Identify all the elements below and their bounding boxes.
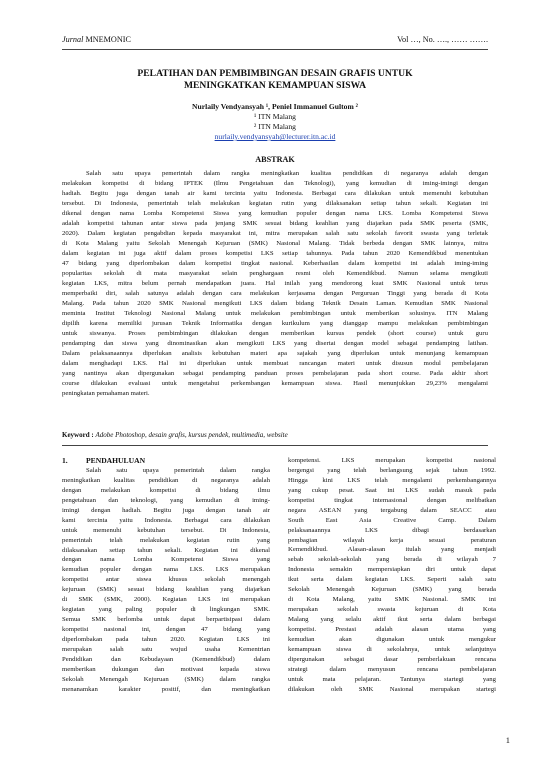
- text-line: Sekolah Menengah Kejuruan (SMK) dalam rangka: [62, 675, 270, 683]
- text-line: kemampuan siswa di sekolahnya, untuk selanjutnya: [288, 645, 496, 653]
- keywords-line: [62, 430, 488, 440]
- text-line: kegiatan LKS, mitra belum pernah mendapatkan juara. Hal inilah yang mendorong kuat SMK Nasional untuk terus: [62, 280, 488, 288]
- text-line: kompetisi nasional ini, dengan 47 bidang yang: [62, 626, 270, 633]
- keywords-text: Adobe Photoshop, desain grafis, kursus pendek, multimedia, website: [95, 431, 288, 439]
- text-line: meminta Institut Teknologi Nasional Malang untuk melakukan pembimbingan untuk memberikan solusinya. ITN Malang: [62, 310, 488, 318]
- text-line: pembagian wilayah kerja sesuai peraturan: [288, 536, 496, 544]
- text-line: negara ASEAN yang tergabung dalam SEACC atau: [288, 506, 496, 514]
- text-line: kompetisi tingkat internasional dengan melibatkan: [288, 496, 496, 504]
- text-line: Semua SMK berlomba untuk dapat berpartisipasi dalam: [62, 616, 270, 624]
- text-line: imingi dengan hadiah. Begitu juga dengan tanah air: [62, 506, 270, 514]
- text-line: kami tercinta yaitu Indonesia. Berbagai cara dilakukan: [62, 516, 270, 524]
- text-line: 47 bidang yang diperlombakan dalam kompetisi tingkat nasional. Keberhasilan dalam kompetisi ini adalah iming-iming: [62, 260, 488, 268]
- text-line: merupakan sekolah swasta kejuruan di Kota: [288, 606, 496, 614]
- paper-title: [80, 68, 470, 92]
- text-line: kompetisi antar siswa khusus sekolah menengah: [62, 576, 270, 584]
- text-line: Indonesia semakin mempersiapkan diri untuk dapat: [288, 566, 496, 574]
- right-column-text: [288, 456, 496, 695]
- text-line: Kemendikbud. Alasan-alasan itulah yang menjadi: [288, 546, 496, 554]
- text-line: bergengsi yang telah berlangsung sejak tahun 1992.: [288, 466, 496, 474]
- affiliation-2: ² ITN Malang: [254, 122, 296, 131]
- text-line: dengan nama Lomba Kompetensi Siswa yang: [62, 556, 270, 564]
- text-line: adalah kompetisi tahunan antar siswa pada jenjang SMK sesuai bidang keahlian yang diajarkan pada SMK peserta (SMK,: [62, 220, 488, 228]
- text-line: strategi dalam menyusun rencana pembelajaran: [288, 665, 496, 673]
- left-column: [62, 456, 270, 695]
- text-line: kemudian populer dengan nama LKS. LKS merupakan: [62, 566, 270, 574]
- right-column: [288, 456, 496, 695]
- text-line: menanamkan karakter positif, dan meningkatkan: [62, 685, 270, 693]
- text-line: kompetisi. Prestasi adalah alasan utama yang: [288, 625, 496, 633]
- text-line: Salah satu upaya pemerintah dalam rangka: [86, 467, 270, 474]
- text-line: untuk mata pelajaran. Tantunya startegi yang: [288, 675, 496, 683]
- volume-info: Vol …, No. …., …… …….: [397, 35, 488, 44]
- text-line: kemudian akan digunakan untuk mengukur: [288, 635, 496, 643]
- keywords-label: Keyword :: [62, 431, 96, 439]
- section-heading: [62, 456, 270, 466]
- text-line: di Kota Malang, yaitu SMK Nasional. SMK ini: [288, 596, 496, 604]
- abstract-body: [62, 169, 488, 399]
- text-line: Pendidikan dan Kebudayaan (Kemendikbud) dalam: [62, 655, 270, 663]
- text-line: diperlombakan pada tahun 2020. Kegiatan LKS ini: [62, 635, 270, 643]
- text-line: memperbaiki diri, salah satunya adalah dengan cara melakukan kerjasama dengan Perguruan Tinggi yang berada di Kota: [62, 290, 488, 298]
- left-column-text: [62, 466, 270, 695]
- author-block: [60, 102, 490, 142]
- text-line: tersebut. Di Indonesia, pemerintah telah melakukan kegiatan rutin yang dilaksanakan setiap tahun sekali. Kegiatan ini: [62, 200, 488, 208]
- text-line: dilakukan oleh SMK Nasional merupakan startegi: [288, 685, 496, 693]
- text-line: di Kota Malang yaitu Sekolah Menengah Kejuruan (SMK) Nasional Malang. Tidak berbeda dengan SMK lainnya, mitra: [62, 240, 488, 248]
- text-line: kompetensi. LKS merupakan kompetisi nasional: [288, 457, 496, 464]
- title-line-2: MENINGKATKAN KEMAMPUAN SISWA: [183, 80, 367, 91]
- journal-italic: Jurnal: [62, 35, 84, 44]
- text-line: pemerintah telah melakukan kegiatan rutin yang: [62, 536, 270, 544]
- text-line: dalam menghadapi LKS. Hal ini diperlukan untuk membuat rancangan materi untuk disusun modul pembelajaran: [62, 360, 488, 368]
- author-email-link[interactable]: nurlaily.vendyansyah@lecturer.itn.ac.id: [214, 132, 336, 141]
- text-line: kejuruan (SMK) sesuai bidang keahlian yang diajarkan: [62, 586, 270, 594]
- section-title: PENDAHULUAN: [86, 456, 146, 465]
- text-line: pelaksanaannya LKS dibagi berdasarkan: [288, 526, 496, 534]
- text-line: Sekolah Menengah Kejuruan (SMK) yang berada: [288, 586, 496, 594]
- text-line: course dilakukan evaluasi untuk mengetahui perkembangan kemampuan siswa. Hasil menunjukkan 29,23% mengalami: [62, 380, 488, 388]
- text-line: untuk siswanya. Proses pembimbingan dilakukan dengan memberikan kursus pendek (short course) untuk guru: [62, 330, 488, 338]
- text-line: yang cukup pesat. Saat ini LKS sudah masuk pada: [288, 486, 496, 494]
- text-line: hadiah. Begitu juga dengan tanah air kami tercinta yaitu Indonesia. Berbagai cara dilakukan untuk memenuhi kebutuhan: [62, 190, 488, 198]
- text-line: ikut serta dalam kegiatan LKS. Seperti salah satu: [288, 576, 496, 584]
- text-line: yang nantinya akan dipergunakan sebagai pendamping panduan proses pembelajaran pada short course. Pada akhir short: [62, 370, 488, 378]
- text-line: dilaksanakan setiap tahun sekali. Kegiatan ini dikenal: [62, 546, 270, 554]
- title-line-1: PELATIHAN DAN PEMBIMBINGAN DESAIN GRAFIS UNTUK: [137, 68, 413, 79]
- text-line: peningkatan pemahaman materi.: [62, 390, 150, 398]
- text-line: di SMK (SMK, 2000). Kegiatan LKS ini merupakan: [62, 596, 270, 604]
- text-line: meningkatkan kualitas pendidikan di negaranya adalah: [62, 476, 270, 484]
- text-line: kegiatan yang paling populer di lingkungan SMK.: [62, 606, 270, 614]
- running-header: [62, 35, 488, 47]
- text-line: memberikan dukungan dan motivasi kepada siswa: [62, 665, 270, 673]
- text-line: Hingga kini LKS telah mengalami perkembangannya: [288, 476, 496, 484]
- text-line: untuk memenuhi kebutuhan tersebut. Di Indonesia,: [62, 526, 270, 534]
- text-line: Dalam pelaksanaannya diperlukan analisis kebutuhan materi apa sajakah yang diperlukan untuk menunjang kemampuan: [62, 350, 488, 358]
- text-line: melakukan kompetisi di bidang IPTEK (Ilmu Pengetahuan dan Teknologi), yang kemudian di iming-imingi dengan: [62, 180, 488, 188]
- journal-title: MNEMONIC: [83, 35, 131, 44]
- text-line: dengan melakukan kompetisi di bidang ilmu: [62, 486, 270, 494]
- page-number: 1: [505, 735, 510, 745]
- text-line: sebab sekolah-sekolah yang berada di wilayah 7: [288, 556, 496, 564]
- text-line: dikenal dengan nama Lomba Kompetensi Siswa yang kemudian populer dengan nama LKS. Lomba Kompetensi Siswa: [62, 210, 488, 218]
- text-line: merupakan salah satu wujud usaha Kementrian: [62, 645, 270, 653]
- text-line: South East Asia Creative Camp. Dalam: [288, 516, 496, 524]
- abstract-heading: ABSTRAK: [255, 155, 295, 164]
- journal-name: [62, 35, 131, 47]
- keywords-divider: [62, 445, 488, 446]
- section-number: 1.: [62, 456, 68, 465]
- text-line: dalam kegiatan ini juga aktif dalam proses kompetisi LKS setiap tahunnya. Pada tahun 2020 Kemendikbud menentukan: [62, 250, 488, 258]
- text-line: dipilih karena memiliki jurusan Teknik Informatika dengan kurikulum yang dianggap mampu melakukan pembimbingan: [62, 320, 488, 328]
- text-line: 2020). Dalam kegiatan pengabdian kepada masyarakat ini, mitra merupakan salah satu sekolah favorit swasta yang terletak: [62, 230, 488, 238]
- text-line: dipergunakan sebagai dasar pemberlakuan rencana: [288, 655, 496, 663]
- affiliation-1: ¹ ITN Malang: [254, 112, 296, 121]
- text-line: pendamping dan siswa yang dinominasikan akan mengikuti LKS yang disertai dengan model sebagai pendamping latihan.: [62, 340, 488, 348]
- text-line: pengetahuan dan teknologi, yang kemudian di iming-: [62, 496, 270, 504]
- text-line: popularitas sekolah di mata masyarakat selain penghargaan resmi oleh Kemendikbud. Namun selama mengikuti: [62, 270, 488, 278]
- header-divider: [62, 49, 488, 50]
- text-line: Malang. Pada tahun 2020 SMK Nasional mengikuti LKS dalam bidang Teknik Desain Laman. Kemudian SMK Nasional: [62, 300, 488, 308]
- text-line: Malang yang selalu aktif ikut serta dalam berbagai: [288, 616, 496, 623]
- author-names: Nurlaily Vendyansyah ¹, Peniel Immanuel Gultom ²: [192, 102, 358, 111]
- text-line: Salah satu upaya pemerintah dalam rangka meningkatkan kualitas pendidikan di negaranya adalah dengan: [86, 170, 488, 177]
